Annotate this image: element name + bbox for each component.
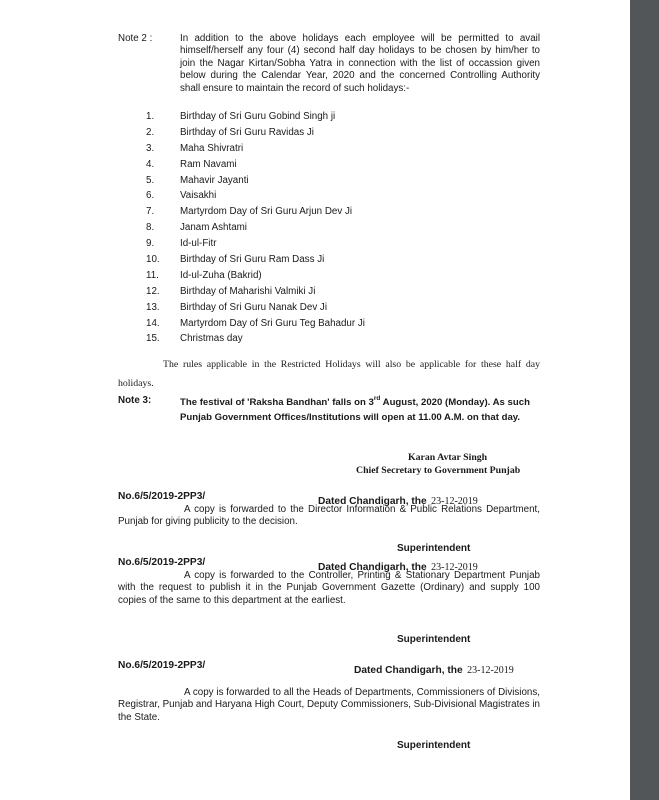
signatory-title: Chief Secretary to Government Punjab (356, 465, 521, 476)
list-item-number: 9. (146, 238, 155, 250)
signatory-name: Karan Avtar Singh (408, 452, 488, 463)
list-item (0, 159, 630, 175)
superintendent-signoff: Superintendent (397, 740, 471, 751)
list-item-name: Birthday of Sri Guru Gobind Singh ji (180, 111, 336, 122)
dated-label: Dated Chandigarh, the (318, 562, 427, 573)
list-item (0, 190, 630, 206)
list-item (0, 318, 630, 334)
holiday-list (0, 111, 630, 349)
list-item (0, 254, 630, 270)
note3-text-part: August, 2020 (Monday). As such Punjab Government Offices/Institutions will open at 11.00 A.M. on that day. (180, 397, 530, 423)
list-item-name: Ram Navami (180, 158, 237, 170)
note3-superscript: rd (373, 395, 381, 402)
list-item-name: Martyrdom Day of Sri Guru Teg Bahadur Ji (180, 317, 365, 329)
list-item (0, 206, 630, 222)
copy-date: 23-12-2019 (467, 665, 514, 676)
list-item-name: Christmas day (180, 333, 243, 345)
list-item-number: 5. (146, 174, 155, 186)
copy-date-line (354, 660, 514, 678)
list-item-name: Id-ul-Zuha (Bakrid) (180, 269, 262, 281)
dated-label: Dated Chandigarh, the (354, 665, 463, 676)
list-item (0, 111, 630, 127)
list-item-name: Maha Shivratri (180, 142, 244, 154)
copy-number: No.6/5/2019-2PP3/ (118, 660, 206, 671)
list-item-number: 11. (146, 269, 159, 281)
copy-text: A copy is forwarded to the Director Information & Public Relations Department, Punjab for giving publicity to the decision. (118, 504, 540, 528)
list-item-name: Birthday of Sri Guru Ram Dass Ji (180, 254, 325, 266)
list-item-name: Vaisakhi (180, 190, 217, 202)
list-item-number: 10. (146, 254, 160, 266)
list-item-number: 1. (146, 111, 155, 122)
list-item (0, 302, 630, 318)
dated-label: Dated Chandigarh, the (318, 496, 427, 507)
copy-date: 23-12-2019 (431, 496, 478, 507)
copy-text: A copy is forwarded to all the Heads of Departments, Commissioners of Divisions, Registrar, Punjab and Haryana High Court, Deputy Commissioners, Sub-Divisional Magistrates in the State. (118, 687, 540, 723)
list-item (0, 175, 630, 191)
note2-label: Note 2 : (118, 33, 153, 44)
copy-number: No.6/5/2019-2PP3/ (118, 557, 206, 568)
note3-text (180, 395, 540, 425)
list-item-number: 12. (146, 285, 160, 297)
list-item (0, 333, 630, 349)
list-item-number: 14. (146, 317, 160, 329)
rules-paragraph: The rules applicable in the Restricted Holidays will also be applicable for these half day holidays. (118, 359, 540, 389)
list-item-number: 3. (146, 142, 155, 154)
list-item-number: 4. (146, 158, 155, 170)
list-item-name: Id-ul-Fitr (180, 238, 217, 250)
superintendent-signoff: Superintendent (397, 543, 471, 554)
copy-number: No.6/5/2019-2PP3/ (118, 491, 206, 502)
list-item (0, 286, 630, 302)
superintendent-signoff: Superintendent (397, 634, 471, 645)
list-item-number: 13. (146, 301, 160, 313)
list-item-name: Martyrdom Day of Sri Guru Arjun Dev Ji (180, 206, 353, 218)
note3-text-part: The festival of 'Raksha Bandhan' falls on 3 (180, 397, 374, 408)
list-item-name: Janam Ashtami (180, 222, 247, 234)
list-item-number: 8. (146, 222, 155, 234)
list-item-number: 15. (146, 333, 160, 345)
list-item-number: 6. (146, 190, 155, 202)
list-item-name: Mahavir Jayanti (180, 174, 249, 186)
list-item-name: Birthday of Maharishi Valmiki Ji (180, 285, 316, 297)
list-item-name: Birthday of Sri Guru Ravidas Ji (180, 126, 314, 138)
copy-date: 23-12-2019 (431, 562, 478, 573)
note3-label: Note 3: (118, 395, 152, 406)
list-item-number: 7. (146, 206, 155, 218)
note2-text: In addition to the above holidays each employee will be permitted to avail himself/herself any four (4) second half day holidays to be chosen by him/her to join the Nagar Kirtan/Sobha Yatra in connection with the list of occassion given below during the Calendar Year, 2020 and the concerned Controlling Authority shall ensure to maintain the record of such holidays:- (180, 33, 540, 94)
list-item (0, 127, 630, 143)
copy-text: A copy is forwarded to the Controller, Printing & Stationary Department Punjab with the request to publish it in the Punjab Government Gazette (Ordinary) and supply 100 copies of the same to this department at the earliest. (118, 570, 540, 606)
list-item-number: 2. (146, 126, 155, 138)
list-item (0, 143, 630, 159)
list-item (0, 222, 630, 238)
list-item (0, 238, 630, 254)
list-item (0, 270, 630, 286)
viewer-scrollbar-area[interactable] (630, 0, 659, 800)
list-item-name: Birthday of Sri Guru Nanak Dev Ji (180, 301, 328, 313)
